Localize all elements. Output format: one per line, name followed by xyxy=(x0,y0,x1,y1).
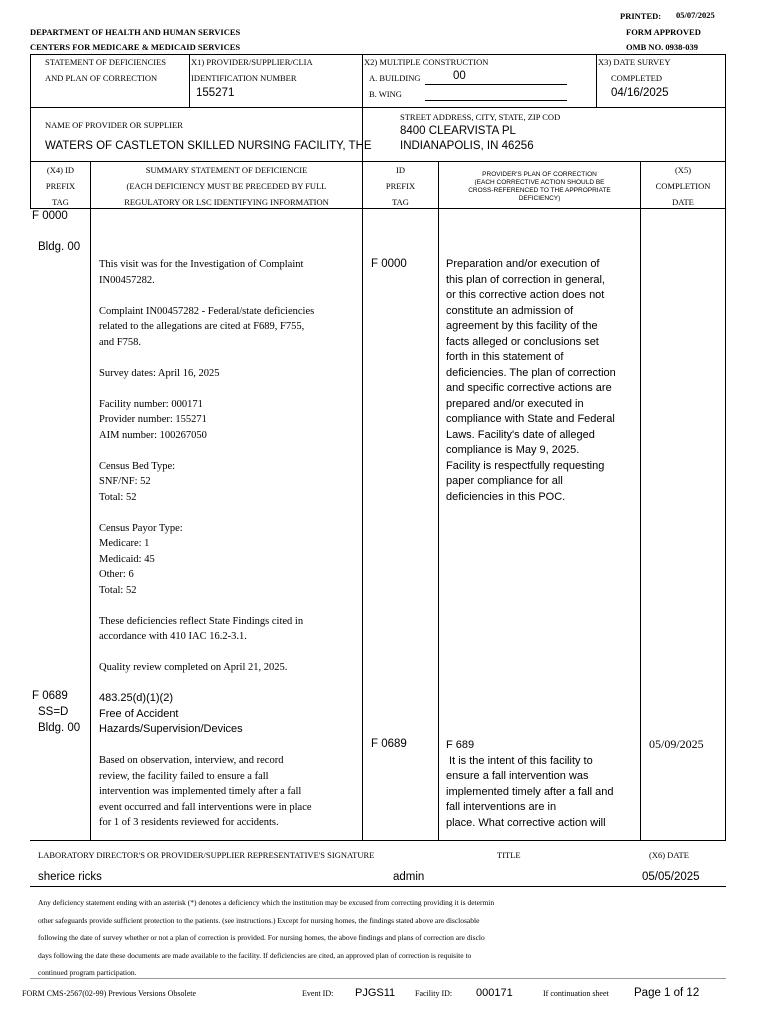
statement-label-2: AND PLAN OF CORRECTION xyxy=(45,73,158,83)
building-label: A. BUILDING xyxy=(369,73,421,83)
title-label: TITLE xyxy=(497,850,521,860)
plan-f0689 xyxy=(446,738,614,831)
summary-line: intervention was implemented timely after a fall xyxy=(99,786,302,797)
summary-f0000 xyxy=(99,257,314,676)
summary-line xyxy=(99,288,314,304)
plan-line: compliance with State and Federal xyxy=(446,413,615,425)
printed-label: PRINTED: xyxy=(620,11,662,21)
plan-line: paper compliance for all xyxy=(446,475,563,487)
x1-label-2: IDENTIFICATION NUMBER xyxy=(191,73,297,83)
provider-name: WATERS OF CASTLETON SKILLED NURSING FACILITY, THE xyxy=(45,140,372,152)
omb-number: OMB NO. 0938-039 xyxy=(626,42,699,52)
plan-line: fall interventions are in xyxy=(446,801,557,813)
summary-line: This visit was for the Investigation of Complaint xyxy=(99,259,304,270)
x4-header-1: (X4) ID xyxy=(46,165,75,175)
summary-line: Complaint IN00457282 - Federal/state deficiencies xyxy=(99,305,315,317)
signature-date: 05/05/2025 xyxy=(642,871,700,883)
summary-line: accordance with 410 IAC 16.2-3.1. xyxy=(99,631,247,642)
disclaimer-line: following the date of survey whether or not a plan of correction is provided. For nursing homes, the above findings and plans of correction are disclo xyxy=(38,933,485,942)
summary-line: Quality review completed on April 21, 2025. xyxy=(99,662,288,673)
id-header-2: PREFIX xyxy=(385,181,416,191)
summary-line: Facility number: 000171 xyxy=(99,398,203,410)
summary-line: SNF/NF: 52 xyxy=(99,476,151,487)
plan-line: implemented timely after a fall and xyxy=(446,785,614,798)
summary-line: event occurred and fall interventions were in place xyxy=(99,801,312,813)
x5-header-1: (X5) xyxy=(674,165,692,175)
tag-f0000: F 0000 xyxy=(32,210,68,222)
building-value: 00 xyxy=(453,70,466,82)
id-tag-f0000: F 0000 xyxy=(371,258,407,270)
disclaimer-line: continued program participation. xyxy=(38,968,137,977)
plan-line: Laws. Facility's date of alleged xyxy=(446,428,595,441)
summary-line: for 1 of 3 residents reviewed for accidents. xyxy=(99,817,279,828)
completion-date-f0689: 05/09/2025 xyxy=(649,737,704,751)
x1-label: X1) PROVIDER/SUPPLIER/CLIA xyxy=(191,57,313,67)
wing-label: B. WING xyxy=(369,89,402,99)
summary-line: Medicare: 1 xyxy=(99,538,150,549)
summary-line xyxy=(99,505,314,521)
x4-header-2: PREFIX xyxy=(45,181,76,191)
address-label: STREET ADDRESS, CITY, STATE, ZIP COD xyxy=(400,112,561,122)
plan-line: place. What corrective action will xyxy=(446,816,606,829)
summary-header-2: (EACH DEFICIENCY MUST BE PRECEDED BY FULL xyxy=(126,181,327,191)
summary-line: Total: 52 xyxy=(99,491,137,503)
facility-id-label: Facility ID: xyxy=(415,989,453,998)
survey-completed-date: 04/16/2025 xyxy=(611,87,669,99)
plan-line: this plan of correction in general, xyxy=(446,273,605,286)
summary-line: Survey dates: April 16, 2025 xyxy=(99,367,220,379)
event-id-label: Event ID: xyxy=(302,989,334,998)
plan-line: constitute an admission of xyxy=(446,304,574,317)
plan-line: Facility is respectfully requesting xyxy=(446,459,605,472)
summary-line: Census Payor Type: xyxy=(99,522,183,534)
signatory-name: sherice ricks xyxy=(38,871,102,883)
x5-header-3: DATE xyxy=(672,197,694,207)
plan-line: compliance is May 9, 2025. xyxy=(446,444,580,456)
x4-header-3: TAG xyxy=(52,197,69,207)
plan-line: and specific corrective actions are xyxy=(446,382,612,394)
id-header-1: ID xyxy=(396,165,405,175)
building-f0689: Bldg. 00 xyxy=(38,722,81,734)
address-line-1: 8400 CLEARVISTA PL xyxy=(400,125,516,137)
signature-label: LABORATORY DIRECTOR'S OR PROVIDER/SUPPLIER REPRESENTATIVE'S SIGNATURE xyxy=(38,850,375,860)
plan-line: F 689 xyxy=(446,739,475,751)
x3-label: X3) DATE SURVEY xyxy=(598,57,671,67)
summary-line: review, the facility failed to ensure a fall xyxy=(99,770,269,782)
plan-header-2: (EACH CORRECTIVE ACTION SHOULD BE xyxy=(474,179,605,186)
facility-id-value: 000171 xyxy=(476,987,513,999)
plan-line: deficiencies in this POC. xyxy=(446,490,566,503)
summary-f0689 xyxy=(99,753,312,831)
plan-line: agreement by this facility of the xyxy=(446,320,598,332)
summary-line: IN00457282. xyxy=(99,274,155,286)
centers-heading: CENTERS FOR MEDICARE & MEDICAID SERVICES xyxy=(30,42,241,52)
summary-line: Medicaid: 45 xyxy=(99,553,155,565)
id-header-3: TAG xyxy=(392,197,409,207)
summary-line xyxy=(99,645,314,661)
summary-header-1: SUMMARY STATEMENT OF DEFICIENCIE xyxy=(145,165,308,175)
event-id-value: PJGS11 xyxy=(355,987,396,999)
form-approved: FORM APPROVED xyxy=(626,27,701,37)
summary-line: Based on observation, interview, and record xyxy=(99,755,284,766)
summary-line xyxy=(99,443,314,459)
x2-label: X2) MULTIPLE CONSTRUCTION xyxy=(364,57,489,67)
disclaimer-line: other safeguards provide sufficient protection to the patients. (see instructions.) Except for nursing homes, the findings stated above are disclosable xyxy=(38,915,480,925)
summary-line xyxy=(99,381,314,397)
plan-header-3: CROSS-REFERENCED TO THE APPROPRIATE xyxy=(468,187,611,194)
page-number: Page 1 of 12 xyxy=(634,987,700,999)
building-f0000: Bldg. 00 xyxy=(38,241,81,253)
plan-line: Preparation and/or execution of xyxy=(446,258,600,270)
plan-header-4: DEFICIENCY) xyxy=(518,195,561,202)
disclaimer-line: days following the date these documents are made available to the facility. If deficiencies are cited, an approved plan of correction is requisite to xyxy=(38,950,472,960)
department-heading: DEPARTMENT OF HEALTH AND HUMAN SERVICES xyxy=(30,27,241,37)
plan-line: or this corrective action does not xyxy=(446,289,605,301)
statement-label-1: STATEMENT OF DEFICIENCIES xyxy=(45,57,167,67)
signatory-title: admin xyxy=(393,871,425,883)
summary-line: Census Bed Type: xyxy=(99,460,176,472)
summary-line: These deficiencies reflect State Findings cited in xyxy=(99,615,304,627)
regulation-line: 483.25(d)(1)(2) xyxy=(99,692,173,704)
x3-label-2: COMPLETED xyxy=(611,73,662,83)
summary-line: AIM number: 100267050 xyxy=(99,429,207,441)
summary-line xyxy=(99,350,314,366)
scope-severity: SS=D xyxy=(38,706,69,718)
summary-line xyxy=(99,598,314,614)
disclaimer xyxy=(38,894,494,982)
id-tag-f0689: F 0689 xyxy=(371,738,407,750)
summary-line: Other: 6 xyxy=(99,569,134,580)
plan-line: forth in this statement of xyxy=(446,351,564,363)
regulation-line: Hazards/Supervision/Devices xyxy=(99,723,243,735)
continuation-label: If continuation sheet xyxy=(543,989,609,998)
disclaimer-line: Any deficiency statement ending with an asterisk (*) denotes a deficiency which the institution may be excused from correcting providing it is determin xyxy=(38,898,495,907)
provider-name-label: NAME OF PROVIDER OR SUPPLIER xyxy=(45,120,183,130)
plan-f0000 xyxy=(446,257,616,505)
printed-date: 05/07/2025 xyxy=(676,10,715,20)
date-label: (X6) DATE xyxy=(649,850,689,860)
summary-line: related to the allegations are cited at F689, F755, xyxy=(99,321,305,332)
plan-line: facts alleged or conclusions set xyxy=(446,335,599,348)
summary-line: Provider number: 155271 xyxy=(99,414,207,425)
regulation-line: Free of Accident xyxy=(99,707,179,720)
form-number: FORM CMS-2567(02-99) Previous Versions Obsolete xyxy=(22,989,197,998)
summary-line: Total: 52 xyxy=(99,584,137,596)
plan-line: deficiencies. The plan of correction xyxy=(446,366,616,379)
plan-line: It is the intent of this facility to xyxy=(446,754,593,767)
x5-header-2: COMPLETION xyxy=(655,181,711,191)
plan-line: ensure a fall intervention was xyxy=(446,770,589,782)
plan-header-1: PROVIDER'S PLAN OF CORRECTION xyxy=(482,171,597,178)
provider-id-number: 155271 xyxy=(196,87,235,99)
summary-line: and F758. xyxy=(99,336,141,348)
summary-header-3: REGULATORY OR LSC IDENTIFYING INFORMATION xyxy=(124,197,329,207)
tag-f0689: F 0689 xyxy=(32,690,68,702)
plan-line: prepared and/or executed in xyxy=(446,397,584,410)
address-line-2: INDIANAPOLIS, IN 46256 xyxy=(400,140,534,152)
regulation-f0689 xyxy=(99,691,243,738)
